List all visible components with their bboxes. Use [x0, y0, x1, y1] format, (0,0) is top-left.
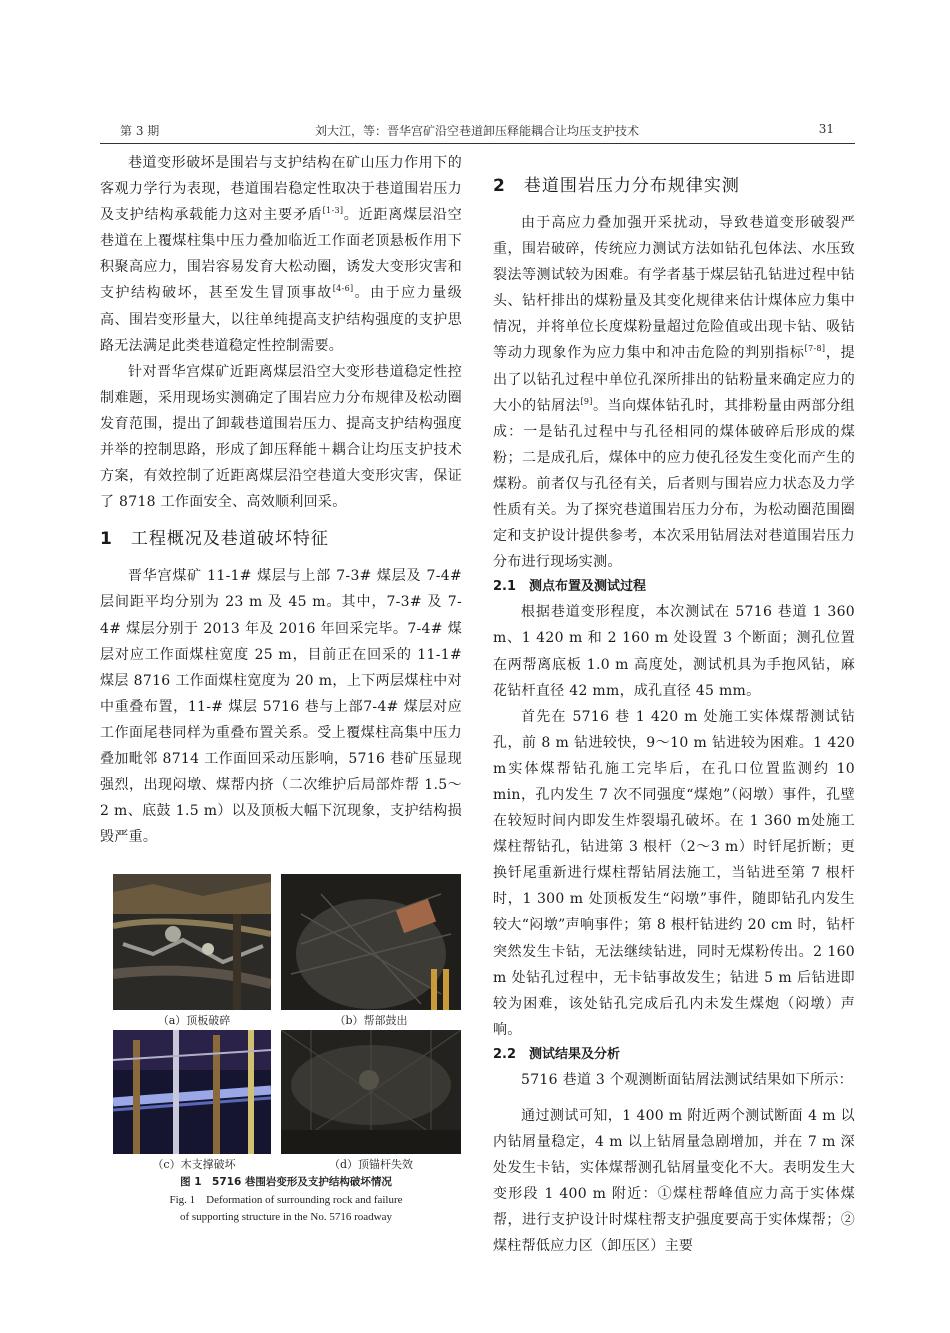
running-header [100, 118, 854, 142]
paragraph-drill-method: 由于高应力叠加强开采扰动，导致巷道变形破裂严重，围岩破碎，传统应力测试方法如钻孔包体法、水压致裂法等测试较为困难。有学者基于煤层钻孔钻进过程中钻头、钻杆排出的煤粉量及其变化规律来估计煤体应力集中情况，并将单位长度煤粉量超过危险值或出现卡钻、吸钻等动力现象作为应力集中和冲击危险的判别指标[7-8]，提出了以钻孔过程中单位孔深所排出的钻粉量来确定应力的大小的钻屑法[9]。当向煤体钻孔时，其排粉量由两部分组成：一是钻孔过程中与孔径相同的煤体破碎后形成的煤粉；二是成孔后，煤体中的应力使孔径发生变化而产生的煤粉。前者仅与孔径有关，后者则与围岩应力状态及力学性质有关。为了探究巷道围岩压力分布，为松动圈范围圈定和支护设计提供参考，本次采用钻屑法对巷道围岩压力分布进行现场实测。 [493, 215, 855, 571]
photo-rib-bulging [281, 874, 461, 1010]
figure-title-en-2: of supporting structure in the No. 5716 roadway [179, 1211, 392, 1223]
paragraph-test-process: 首先在 5716 巷 1 420 m 处施工实体煤帮测试钻孔，前 8 m 钻进较快，9～10 m 钻进较为困难。1 420 m实体煤帮钻孔施工完毕后，在孔口位置监测约 10 min，孔内发生 7 次不同强度“煤炮”（闷墩）事件，孔壁在较短时间内即发生炸裂塌孔破坏。在 1 360 m处施工煤柱帮钻孔，钻进第 3 根杆（2～3 m）时钎尾折断；更换钎尾重新进行煤柱帮钻屑法施工，当钻进至第 7 根杆时，1 300 m 处顶板发生“闷墩”事件，随即钻孔内发生较大“闷墩”声响事件；第 8 根杆钻进约 20 cm 时，钻杆突然发生卡钻，无法继续钻进，同时无煤粉传出。2 160 m 处钻孔过程中，无卡钻事故发生；钻进 5 m 后钻进即较为困难，该处钻孔完成后孔内未发生煤炮（闷墩）声响。 [493, 708, 855, 1038]
figure-1 [110, 874, 462, 1174]
section-1-heading [100, 527, 462, 551]
paragraph-results-analysis: 通过测试可知，1 400 m 附近两个测试断面 4 m 以内钻屑量稳定，4 m 以上钻屑量急剧增加，并在 7 m 深处发生卡钻，实体煤帮测孔钻屑量变化不大。表明发生大变形段 1 400 m 附近：①煤柱帮峰值应力高于实体煤帮，进行支护设计时煤柱帮支护强度要高于实体煤帮；②煤柱帮低应力区（卸压区）主要 [493, 1108, 855, 1255]
citation[interactable]: [7-8] [804, 344, 826, 354]
subfigure-caption-d: （d）顶锚杆失效 [328, 1158, 414, 1171]
left-column [100, 150, 462, 850]
right-column [493, 150, 855, 1260]
citation[interactable]: [4-6] [332, 284, 354, 294]
paragraph-results-intro: 5716 巷道 3 个观测断面钻屑法测试结果如下所示： [521, 1071, 853, 1088]
paragraph-intro-2: 针对晋华宫煤矿近距离煤层沿空大变形巷道稳定性控制难题，采用现场实测确定了围岩应力分布规律及松动圈发育范围，提出了卸载巷道围岩压力、提高支护结构强度并举的控制思路，形成了卸压释能＋耦合让均压支护技术方案，有效控制了近距离煤层沿空巷道大变形灾害，保证了 8718 工作面安全、高效顺利回采。 [100, 363, 462, 511]
photo-wood-support-damage [113, 1030, 271, 1154]
section-number: 2 [493, 176, 506, 196]
paragraph-engineering: 晋华宫煤矿 11-1# 煤层与上部 7-3# 煤层及 7-4# 层间距平均分别为 23 m 及 45 m。其中，7-3# 及 7-4# 煤层分别于 2013 年及 2016 年回采完毕。7-4# 煤层对应工作面煤柱宽度 25 m，目前正在回采的 11-1# 煤层 8716 工作面煤柱宽度为 20 m，上下两层煤柱中对中重叠布置，11-# 煤层 5716 巷与上部7-4# 煤层对应工作面尾巷同样为重叠布置关系。受上覆煤柱高集中压力叠加毗邻 8714 工作面回采动压影响，5716 巷矿压显现强烈，出现闷墩、煤帮内挤（二次维护后局部炸帮 1.5～2 m、底鼓 1.5 m）以及顶板大幅下沉现象，支护结构损毁严重。 [100, 568, 462, 846]
subfigure-caption-c: （c）木支撑破坏 [152, 1158, 236, 1171]
subsection-2-1-heading: 2.1 测点布置及测试过程 [493, 579, 647, 595]
photo-roof-bolt-failure [281, 1030, 461, 1154]
section-number: 1 [100, 529, 113, 550]
section-title: 巷道围岩压力分布规律实测 [523, 176, 740, 196]
citation[interactable]: [1-3] [322, 206, 344, 216]
section-2-heading [493, 174, 855, 198]
subfigure-caption-a: （a）顶板破碎 [157, 1014, 231, 1027]
section-title: 工程概况及巷道破坏特征 [130, 529, 329, 550]
figure-title-en-1: Fig. 1 Deformation of surrounding rock and failure [169, 1194, 403, 1206]
paragraph-intro-1: 巷道变形破坏是围岩与支护结构在矿山压力作用下的客观力学行为表现，巷道围岩稳定性取决于巷道围岩压力及支护结构承载能力这对主要矛盾[1-3]。近距离煤层沿空巷道在上覆煤柱集中压力叠加临近工作面老顶悬板作用下积聚高应力，围岩容易发育大松动圈，诱发大变形灾害和支护结构破坏，甚至发生冒顶事故[4-6]。由于应力量级高、围岩变形量大，以往单纯提高支护结构强度的支护思路无法满足此类巷道稳定性控制需要。 [100, 155, 463, 354]
issue-label: 第 3 期 [120, 124, 160, 138]
subfigure-caption-b: （b）帮部鼓出 [334, 1014, 408, 1027]
paragraph-test-setup: 根据巷道变形程度，本次测试在 5716 巷道 1 360 m、1 420 m 和 2 160 m 处设置 3 个断面；测孔位置在两帮离底板 1.0 m 高度处，测试机具为手抱风钻，麻花钻杆直径 42 mm，成孔直径 45 mm。 [493, 604, 855, 699]
subsection-2-2-heading: 2.2 测试结果及分析 [493, 1046, 621, 1062]
running-title: 刘大江，等：晋华宫矿沿空巷道卸压释能耦合让均压支护技术 [314, 124, 639, 138]
citation[interactable]: [9] [580, 396, 593, 406]
header-rule [100, 143, 855, 144]
figure-title-cn: 图 1 5716 巷围岩变形及支护结构破坏情况 [180, 1176, 392, 1188]
page-number: 31 [818, 122, 834, 136]
photo-roof-broken [113, 874, 271, 1010]
